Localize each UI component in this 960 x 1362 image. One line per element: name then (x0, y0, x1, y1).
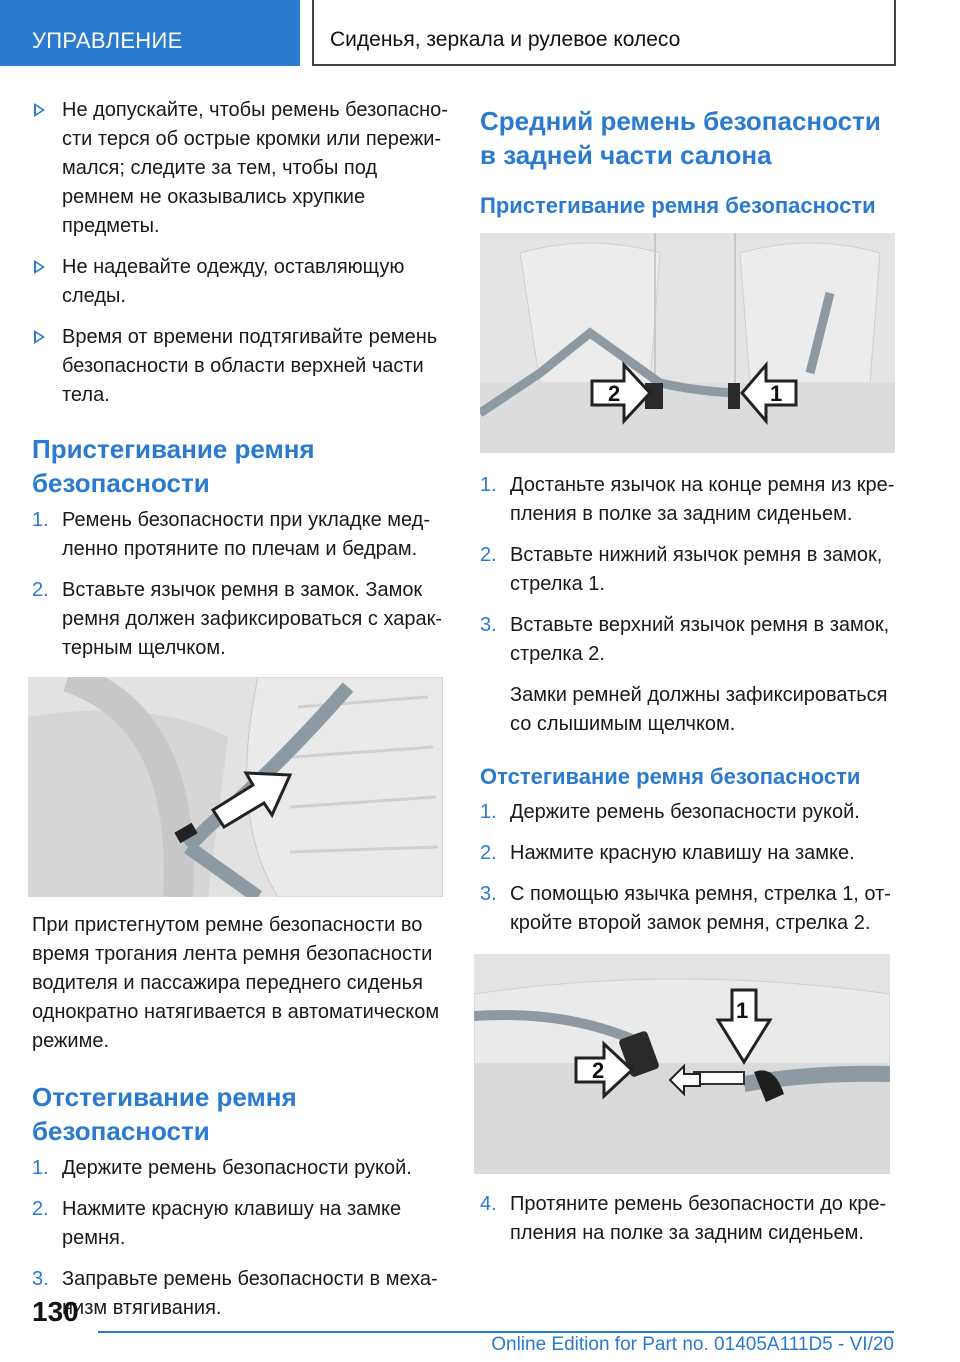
bullet-item: Не надевайте одежду, оставляющую следы. (32, 253, 448, 311)
arrow-label-1: 1 (770, 381, 783, 406)
fasten-heading: Пристегивание ремня безопасности (32, 434, 315, 498)
bullet-item: Время от времени подтягивайте ремень безопасности в области верхней части тела. (32, 323, 448, 410)
rear-unfasten-heading: Отстегивание ремня безопасности (480, 764, 861, 789)
footer-divider (98, 1331, 894, 1333)
footer-edition: Online Edition for Part no. 01405A111D5 - VI/20 (491, 1334, 894, 1355)
bullet-item: Не допускайте, чтобы ремень безопасности терся об острые кромки или пережимался; следите за тем, чтобы под ремнем не оказывались хрупкие предметы. (32, 96, 448, 241)
rear-fasten-steps (480, 471, 896, 669)
rear-fasten-note: Замки ремней должны зафиксироваться со слышимым щелчком. (510, 684, 888, 735)
step-item: 3. Заправьте ремень безопасности в механизм втягивания. (32, 1268, 438, 1319)
page-number: 130 (32, 1296, 79, 1327)
arrow-label-2: 2 (592, 1058, 605, 1083)
left-column (32, 96, 448, 1335)
step-item: 1. Держите ремень безопасности рукой. (480, 801, 860, 823)
step-item: 1. Достаньте язычок на конце ремня из крепления в полке за задним сиденьем. (480, 474, 895, 525)
fasten-note: При пристегнутом ремне безопасности во время трогания лента ремня безопасности водителя и пассажира переднего сиденья однократно натягивается в автоматическом режиме. (32, 914, 440, 1052)
unfasten-heading: Отстегивание ремня безопасности (32, 1082, 297, 1146)
triangle-bullet-icon (34, 103, 45, 117)
front-seat-belt-illustration (28, 677, 443, 897)
rear-fasten-heading: Пристегивание ремня безопасности (480, 193, 876, 218)
step-item: 3. Вставьте верхний язычок ремня в замок, стрелка 2. (480, 614, 890, 665)
step-item: 4. Протяните ремень безопасности до крепления на полке за задним сиденьем. (480, 1193, 887, 1244)
rear-seat-belt-illustration (480, 233, 895, 453)
step-item: 3. С помощью язычка ремня, стрелка 1, откройте второй замок ремня, стрелка 2. (480, 883, 891, 934)
step-item: 2. Вставьте язычок ремня в замок. Замок ремня должен зафиксироваться с характерным щелчком. (32, 579, 443, 659)
step-item: 2. Вставьте нижний язычок ремня в замок, стрелка 1. (480, 544, 883, 595)
step-item: 2. Нажмите красную клавишу на замке ремня. (32, 1198, 402, 1249)
chapter-header (312, 0, 896, 66)
section-title: УПРАВЛЕНИЕ (32, 28, 183, 53)
arrow-label-1: 1 (736, 998, 749, 1023)
step-item: 1. Ремень безопасности при укладке медленно протяните по плечам и бедрам. (32, 509, 431, 560)
chapter-title: Сиденья, зеркала и рулевое колесо (330, 28, 681, 51)
section-tab (0, 0, 300, 66)
rear-buckle-release-illustration (474, 954, 890, 1174)
rear-belt-title: Средний ремень безопасности в задней части салона (480, 106, 881, 170)
triangle-bullet-icon (34, 260, 45, 274)
triangle-bullet-icon (34, 330, 45, 344)
step-item: 1. Держите ремень безопасности рукой. (32, 1157, 412, 1179)
step-item: 2. Нажмите красную клавишу на замке. (480, 842, 855, 864)
right-column (480, 96, 896, 1260)
arrow-label-2: 2 (608, 381, 621, 406)
